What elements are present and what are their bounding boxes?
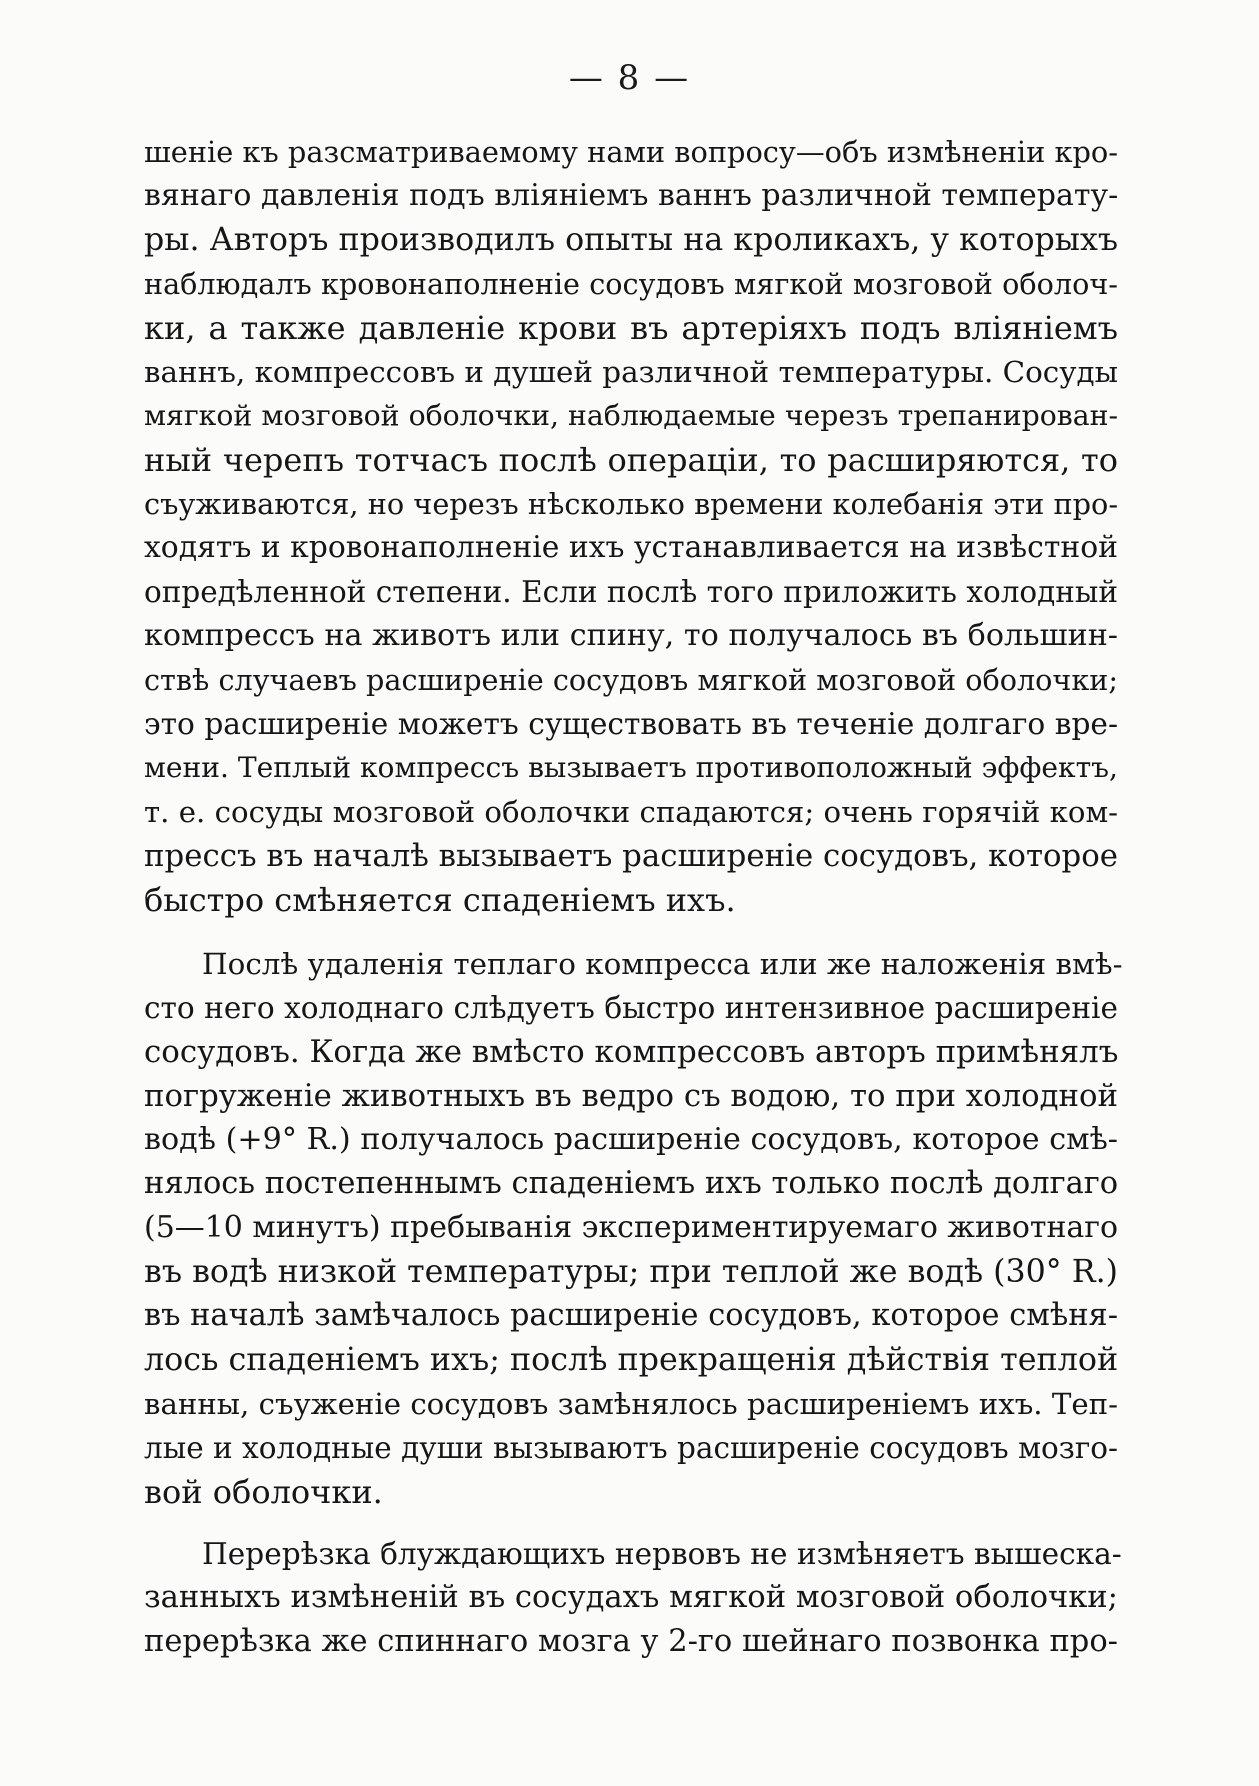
- text-line: опредѣленной степени. Если послѣ того приложить холодный: [144, 575, 1118, 609]
- text-line: мягкой мозговой оболочки, наблюдаемые черезъ трепанирован-: [144, 399, 1118, 432]
- text-line: лые и холодные души вызываютъ расширеніе сосудовъ мозго-: [144, 1431, 1118, 1465]
- text-line: это расширеніе можетъ существовать въ теченіе долгаго вре-: [144, 706, 1118, 741]
- paragraph-1: [144, 130, 1118, 922]
- text-line: (5—10 минутъ) пребыванія экспериментируемаго животнаго: [144, 1210, 1119, 1245]
- text-line: мени. Теплый компрессъ вызываетъ противоположный эффектъ,: [144, 751, 1118, 784]
- text-line: ки, а также давленіе крови въ артеріяхъ подъ вліяніемъ: [144, 309, 1118, 347]
- text-line: лось спаденіемъ ихъ; послѣ прекращенія дѣйствія теплой: [144, 1342, 1119, 1378]
- text-line: шеніе къ разсматриваемому нами вопросу—объ измѣненіи кро-: [144, 135, 1118, 169]
- text-line: вой оболочки.: [144, 1473, 383, 1511]
- text-line: вянаго давленія подъ вліяніемъ ваннъ различной температу-: [144, 178, 1119, 213]
- text-line: сто него холоднаго слѣдуетъ быстро интензивное расширеніе: [144, 991, 1118, 1025]
- paragraph-2: [144, 942, 1123, 1514]
- text-line: перерѣзка же спиннаго мозга у 2-го шейнаго позвонка про-: [144, 1624, 1118, 1659]
- text-line: ный черепъ тотчасъ послѣ операціи, то расширяются, то: [144, 441, 1118, 479]
- text-line: Послѣ удаленія теплаго компресса или же наложенія вмѣ-: [202, 947, 1123, 981]
- text-line: т. е. сосуды мозговой оболочки спадаются; очень горячій ком-: [144, 795, 1118, 829]
- text-line: прессъ въ началѣ вызываетъ расширеніе сосудовъ, которое: [144, 838, 1118, 874]
- text-line: ствѣ случаевъ расширеніе сосудовъ мягкой мозговой оболочки;: [144, 663, 1118, 697]
- text-line: сосудовъ. Когда же вмѣсто компрессовъ авторъ примѣнялъ: [144, 1034, 1119, 1070]
- text-line: наблюдалъ кровонаполненіе сосудовъ мягкой мозговой оболоч-: [144, 267, 1118, 301]
- text-line: Перерѣзка блуждающихъ нервовъ не измѣняетъ вышеска-: [202, 1537, 1122, 1571]
- text-line: нялось постепеннымъ спаденіемъ ихъ только послѣ долгаго: [144, 1166, 1119, 1201]
- text-line: погруженіе животныхъ въ ведро съ водою, то при холодной: [144, 1078, 1118, 1114]
- text-line: занныхъ измѣненій въ сосудахъ мягкой мозговой оболочки;: [144, 1580, 1118, 1615]
- page-number: — 8 —: [568, 58, 691, 98]
- text-line: ходятъ и кровонаполненіе ихъ устанавливается на извѣстной: [144, 530, 1118, 565]
- text-line: водѣ (+9° R.) получалось расширеніе сосудовъ, которое смѣ-: [144, 1122, 1118, 1157]
- text-line: съуживаются, но черезъ нѣсколько времени колебанія эти про-: [144, 487, 1119, 521]
- text-line: ванны, съуженіе сосудовъ замѣнялось расширеніемъ ихъ. Теп-: [144, 1387, 1118, 1421]
- text-line: въ началѣ замѣчалось расширеніе сосудовъ, которое смѣня-: [144, 1298, 1118, 1333]
- text-line: ваннъ, компрессовъ и душей различной температуры. Сосуды: [144, 355, 1118, 389]
- text-line: въ водѣ низкой температуры; при теплой же водѣ (30° R.): [144, 1254, 1118, 1290]
- text-line: ры. Авторъ производилъ опыты на кроликахъ, у которыхъ: [144, 222, 1118, 258]
- paragraph-3: [144, 1532, 1122, 1664]
- text-line: быстро смѣняется спаденіемъ ихъ.: [144, 881, 736, 919]
- text-line: компрессъ на животъ или спину, то получалось въ большин-: [144, 618, 1118, 653]
